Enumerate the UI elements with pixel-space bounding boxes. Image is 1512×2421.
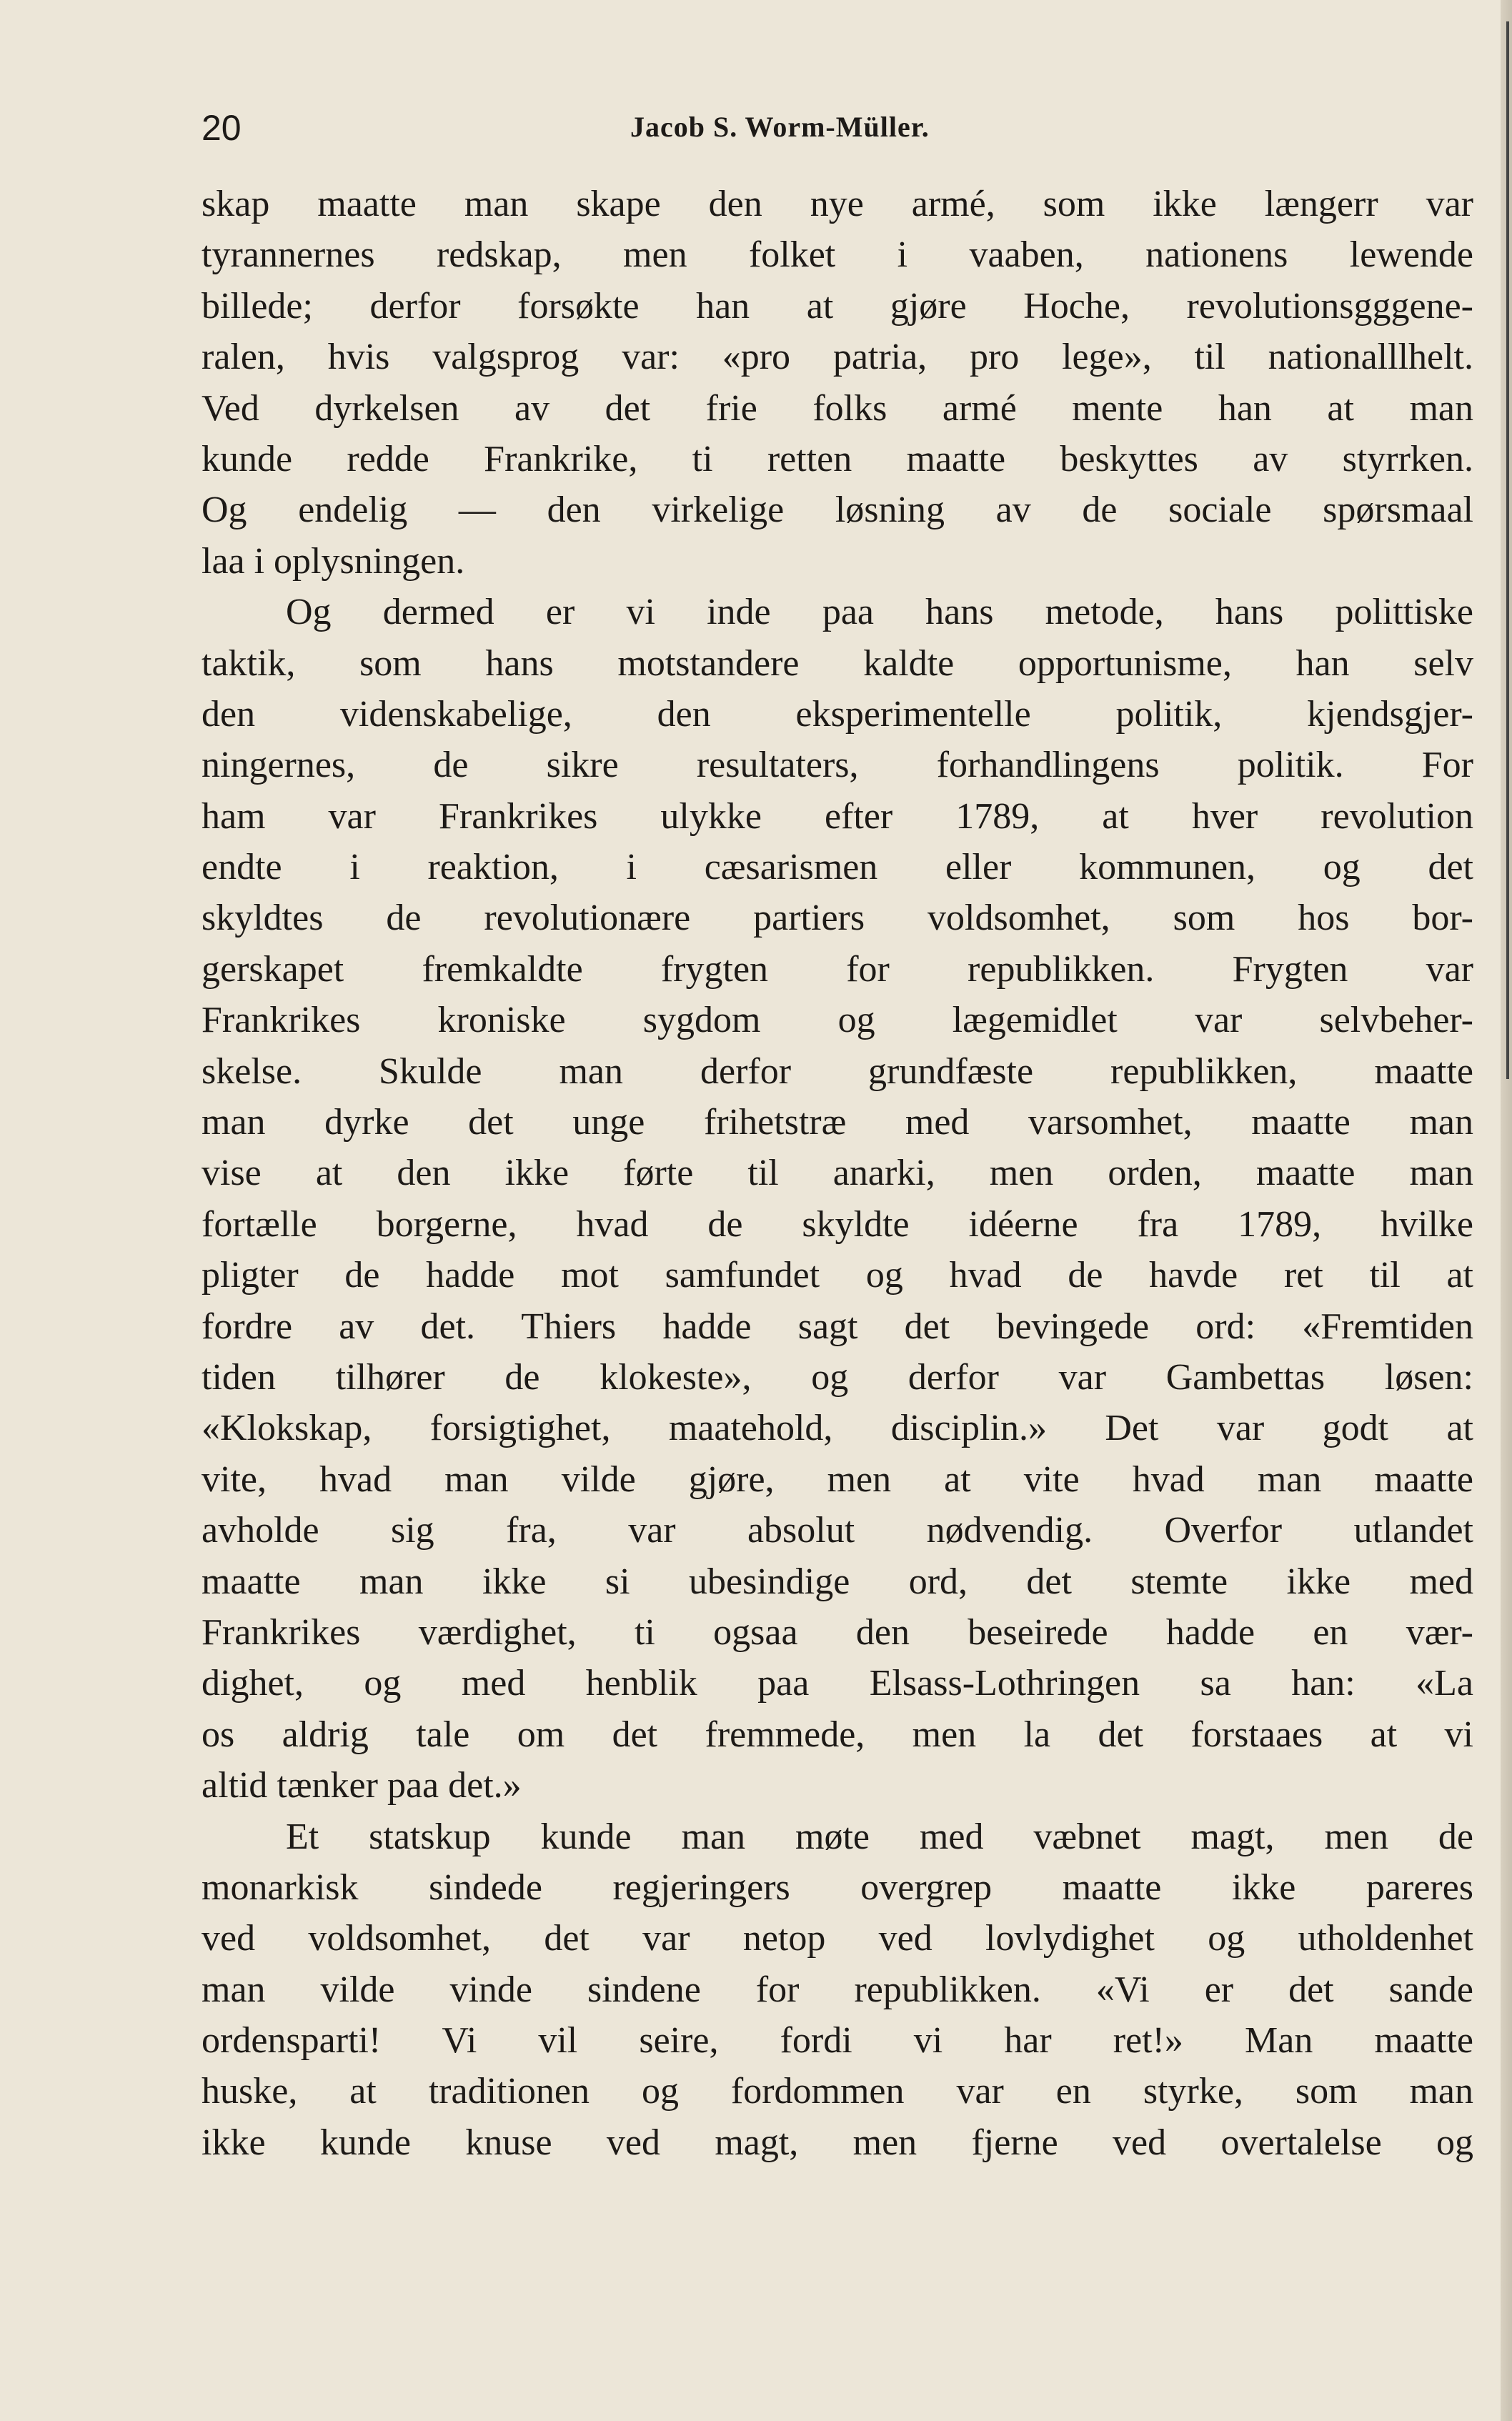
text-line: Og dermed er vi inde paa hans metode, hans polittiske	[286, 592, 1473, 633]
text-line: vise at den ikke førte til anarki, men orden, maatte man	[202, 1153, 1473, 1194]
running-head: Jacob S. Worm-Müller.	[630, 111, 930, 143]
text-line: Frankrikes værdighet, ti ogsaa den beseirede hadde en vær-	[202, 1611, 1473, 1653]
text-line: ordensparti! Vi vil seire, fordi vi har ret!» Man maatte	[202, 2020, 1473, 2062]
page-number: 20	[202, 108, 242, 148]
text-line: altid tænker paa det.»	[202, 1765, 522, 1806]
text-line: fortælle borgerne, hvad de skyldte idéerne fra 1789, hvilke	[202, 1203, 1473, 1245]
text-line: ham var Frankrikes ulykke efter 1789, at hver revolution	[202, 795, 1473, 837]
text-line: Og endelig — den virkelige løsning av de sociale spørsmaal	[202, 489, 1473, 531]
text-line: ralen, hvis valgsprog var: «pro patria, pro lege», til nationalllhelt.	[202, 337, 1473, 378]
text-line: den videnskabelige, den eksperimentelle politik, kjendsgjer-	[202, 693, 1473, 735]
page-header	[202, 101, 1473, 159]
text-line: ikke kunde knuse ved magt, men fjerne ved overtalelse og	[202, 2122, 1473, 2163]
text-line: monarkisk sindede regjeringers overgrep maatte ikke pareres	[202, 1866, 1473, 1908]
text-line: ningernes, de sikre resultaters, forhandlingens politik. For	[202, 745, 1473, 786]
text-line: endte i reaktion, i cæsarismen eller kommunen, og det	[202, 847, 1473, 888]
text-line: «Klokskap, forsigtighet, maatehold, disciplin.» Det var godt at	[202, 1408, 1473, 1449]
text-line: Frankrikes kroniske sygdom og lægemidlet var selvbeher-	[202, 1000, 1473, 1041]
text-line: os aldrig tale om det fremmede, men la det forstaaes at vi	[202, 1714, 1473, 1755]
text-line: ved voldsomhet, det var netop ved lovlydighet og utholdenhet	[202, 1918, 1473, 1959]
text-line: laa i oplysningen.	[202, 540, 465, 582]
text-line: fordre av det. Thiers hadde sagt det bevingede ord: «Fremtiden	[202, 1306, 1473, 1347]
text-line: kunde redde Frankrike, ti retten maatte beskyttes av styrrken.	[202, 438, 1473, 479]
body-text	[202, 179, 1473, 2168]
text-line: huske, at traditionen og fordommen var en styrke, som man	[202, 2071, 1473, 2112]
text-line: gerskapet fremkaldte frygten for republikken. Frygten var	[202, 948, 1473, 990]
text-line: vite, hvad man vilde gjøre, men at vite hvad man maatte	[202, 1458, 1473, 1500]
text-line: tiden tilhører de klokeste», og derfor var Gambettas løsen:	[202, 1356, 1473, 1398]
text-line: man dyrke det unge frihetstræ med varsomhet, maatte man	[202, 1102, 1473, 1143]
text-line: tyrannernes redskap, men folket i vaaben, nationens lewende	[202, 234, 1473, 276]
text-line: taktik, som hans motstandere kaldte opportunisme, han selv	[202, 642, 1473, 684]
text-line: skyldtes de revolutionære partiers voldsomhet, som hos bor-	[202, 898, 1473, 939]
text-line: man vilde vinde sindene for republikken. «Vi er det sande	[202, 1969, 1473, 2010]
text-line: Ved dyrkelsen av det frie folks armé mente han at man	[202, 387, 1473, 429]
text-line: pligter de hadde mot samfundet og hvad de havde ret til at	[202, 1255, 1473, 1296]
text-line: avholde sig fra, var absolut nødvendig. Overfor utlandet	[202, 1510, 1473, 1551]
text-line: maatte man ikke si ubesindige ord, det stemte ikke med	[202, 1561, 1473, 1602]
text-line: skap maatte man skape den nye armé, som ikke længerr var	[202, 184, 1473, 224]
binding-shadow	[1506, 21, 1509, 1079]
text-line: skelse. Skulde man derfor grundfæste republikken, maatte	[202, 1050, 1473, 1092]
text-line: dighet, og med henblik paa Elsass-Lothringen sa han: «La	[202, 1663, 1473, 1704]
text-line: Et statskup kunde man møte med væbnet magt, men de	[286, 1816, 1473, 1857]
text-line: billede; derfor forsøkte han at gjøre Hoche, revolutionsgggene-	[202, 285, 1473, 327]
